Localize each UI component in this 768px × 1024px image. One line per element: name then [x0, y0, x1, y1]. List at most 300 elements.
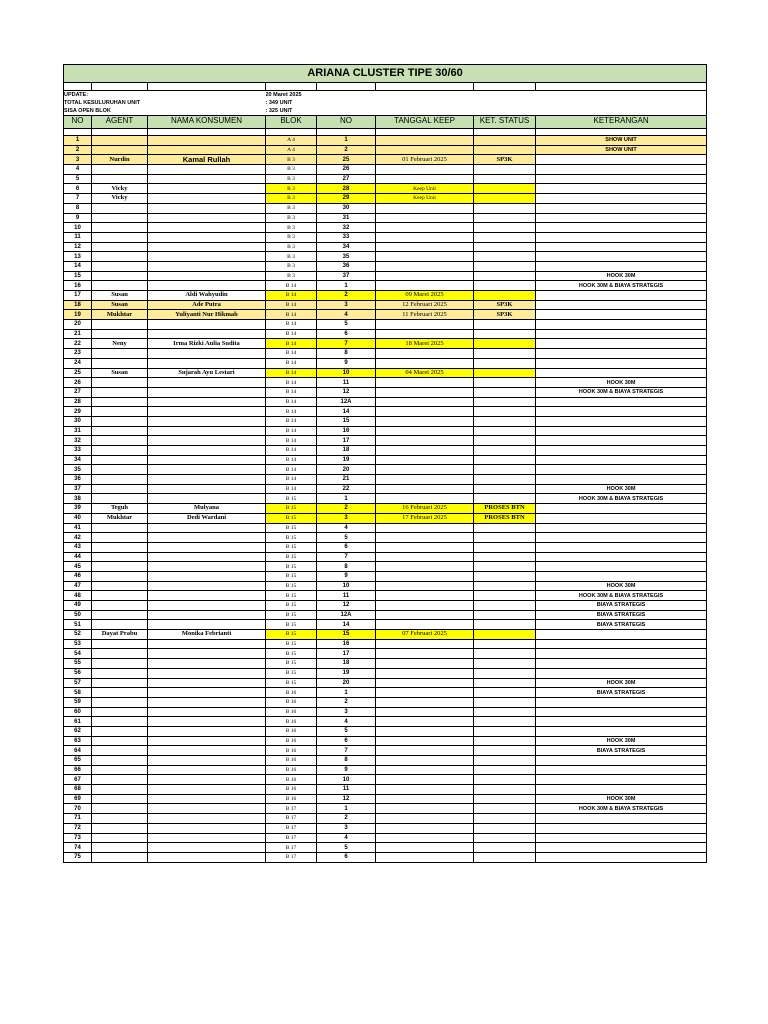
cell-customer: [148, 601, 266, 611]
cell-notes: [536, 571, 707, 581]
cell-no: 51: [64, 620, 92, 630]
cell-notes: [536, 833, 707, 843]
cell-customer: [148, 736, 266, 746]
cell-status: SP3K: [474, 310, 536, 320]
cell-agent: [92, 261, 148, 271]
cell-agent: [92, 668, 148, 678]
cell-block: B 3: [266, 232, 317, 242]
cell-block: B 16: [266, 717, 317, 727]
cell-no: 52: [64, 630, 92, 640]
cell-keep-date: [376, 756, 474, 766]
cell-keep-date: [376, 571, 474, 581]
cell-customer: [148, 678, 266, 688]
cell-notes: BIAYA STRATEGIS: [536, 601, 707, 611]
cell-keep-date: 09 Maret 2025: [376, 291, 474, 301]
cell-status: [474, 291, 536, 301]
cell-agent: Susan: [92, 368, 148, 378]
cell-notes: [536, 552, 707, 562]
header-row: [64, 116, 707, 129]
cell-no: 29: [64, 407, 92, 417]
cell-keep-date: [376, 145, 474, 155]
cell-notes: [536, 523, 707, 533]
cell-agent: [92, 542, 148, 552]
cell-customer: [148, 145, 266, 155]
cell-status: [474, 523, 536, 533]
cell-unit-no: 12: [317, 387, 376, 397]
cell-status: [474, 261, 536, 271]
cell-unit-no: 16: [317, 426, 376, 436]
cell-customer: Aldi Wahyudin: [148, 291, 266, 301]
cell-keep-date: 11 Februari 2025: [376, 310, 474, 320]
cell-unit-no: 14: [317, 407, 376, 417]
cell-block: B 16: [266, 697, 317, 707]
cell-agent: Susan: [92, 300, 148, 310]
cell-keep-date: [376, 610, 474, 620]
table-row: [64, 513, 707, 523]
cell-customer: [148, 852, 266, 862]
table-row: [64, 300, 707, 310]
cell-status: [474, 688, 536, 698]
cell-block: B 16: [266, 775, 317, 785]
cell-no: 30: [64, 416, 92, 426]
cell-notes: [536, 775, 707, 785]
cell-notes: [536, 455, 707, 465]
cell-block: B 14: [266, 329, 317, 339]
cell-agent: [92, 397, 148, 407]
cell-status: [474, 668, 536, 678]
cell-keep-date: 07 Februari 2025: [376, 630, 474, 640]
cell-agent: [92, 852, 148, 862]
spreadsheet: [63, 64, 706, 863]
cell-customer: [148, 591, 266, 601]
cell-unit-no: 1: [317, 136, 376, 146]
cell-block: B 16: [266, 785, 317, 795]
cell-block: B 15: [266, 542, 317, 552]
cell-keep-date: 18 Maret 2025: [376, 339, 474, 349]
cell-customer: [148, 775, 266, 785]
cell-customer: [148, 194, 266, 204]
cell-unit-no: 6: [317, 736, 376, 746]
cell-status: [474, 639, 536, 649]
cell-block: B 3: [266, 242, 317, 252]
cell-status: [474, 281, 536, 291]
cell-customer: [148, 455, 266, 465]
cell-unit-no: 3: [317, 300, 376, 310]
cell-block: B 15: [266, 523, 317, 533]
cell-no: 42: [64, 533, 92, 543]
cell-agent: [92, 484, 148, 494]
table-row: [64, 678, 707, 688]
cell-block: B 15: [266, 571, 317, 581]
cell-status: [474, 475, 536, 485]
cell-notes: [536, 465, 707, 475]
cell-notes: HOOK 30M & BIAYA STRATEGIS: [536, 387, 707, 397]
cell-block: B 17: [266, 843, 317, 853]
cell-agent: [92, 213, 148, 223]
table-row: [64, 455, 707, 465]
cell-customer: [148, 387, 266, 397]
cell-notes: [536, 639, 707, 649]
col-header-keep-date: TANGGAL KEEP: [376, 116, 474, 129]
cell-notes: [536, 300, 707, 310]
cell-unit-no: 9: [317, 358, 376, 368]
table-row: [64, 446, 707, 456]
cell-no: 74: [64, 843, 92, 853]
cell-notes: [536, 242, 707, 252]
cell-agent: [92, 436, 148, 446]
cell-keep-date: [376, 349, 474, 359]
cell-status: [474, 542, 536, 552]
cell-keep-date: [376, 717, 474, 727]
cell-unit-no: 7: [317, 339, 376, 349]
table-row: [64, 155, 707, 165]
cell-status: [474, 736, 536, 746]
cell-keep-date: [376, 387, 474, 397]
cell-customer: [148, 436, 266, 446]
cell-no: 3: [64, 155, 92, 165]
table-row: [64, 523, 707, 533]
cell-keep-date: [376, 261, 474, 271]
cell-unit-no: 2: [317, 697, 376, 707]
cell-status: [474, 833, 536, 843]
cell-status: [474, 649, 536, 659]
cell-unit-no: 5: [317, 320, 376, 330]
cell-block: B 3: [266, 174, 317, 184]
cell-no: 59: [64, 697, 92, 707]
cell-agent: [92, 610, 148, 620]
cell-keep-date: 01 Februari 2025: [376, 155, 474, 165]
cell-no: 20: [64, 320, 92, 330]
cell-agent: [92, 533, 148, 543]
cell-status: [474, 378, 536, 388]
cell-customer: [148, 649, 266, 659]
cell-notes: [536, 320, 707, 330]
cell-keep-date: [376, 407, 474, 417]
table-row: [64, 843, 707, 853]
cell-status: [474, 397, 536, 407]
table-row: [64, 639, 707, 649]
cell-agent: [92, 165, 148, 175]
cell-agent: [92, 416, 148, 426]
cell-unit-no: 34: [317, 242, 376, 252]
cell-unit-no: 32: [317, 223, 376, 233]
cell-agent: [92, 833, 148, 843]
cell-no: 4: [64, 165, 92, 175]
cell-keep-date: [376, 484, 474, 494]
cell-no: 17: [64, 291, 92, 301]
table-row: [64, 736, 707, 746]
cell-customer: [148, 252, 266, 262]
cell-status: [474, 659, 536, 669]
cell-unit-no: 2: [317, 145, 376, 155]
cell-keep-date: [376, 203, 474, 213]
cell-status: SP3K: [474, 155, 536, 165]
cell-agent: [92, 765, 148, 775]
cell-no: 12: [64, 242, 92, 252]
cell-block: B 15: [266, 494, 317, 504]
cell-notes: [536, 785, 707, 795]
cell-block: B 17: [266, 852, 317, 862]
cell-status: [474, 562, 536, 572]
cell-no: 7: [64, 194, 92, 204]
cell-notes: HOOK 30M: [536, 678, 707, 688]
cell-keep-date: [376, 697, 474, 707]
cell-keep-date: [376, 378, 474, 388]
cell-keep-date: [376, 814, 474, 824]
col-header-agent: AGENT: [92, 116, 148, 129]
cell-unit-no: 12: [317, 794, 376, 804]
cell-keep-date: [376, 765, 474, 775]
cell-keep-date: [376, 232, 474, 242]
cell-unit-no: 8: [317, 562, 376, 572]
cell-unit-no: 8: [317, 756, 376, 766]
table-row: [64, 591, 707, 601]
cell-unit-no: 6: [317, 542, 376, 552]
cell-status: [474, 426, 536, 436]
cell-status: [474, 620, 536, 630]
table-row: [64, 552, 707, 562]
cell-keep-date: [376, 668, 474, 678]
cell-agent: [92, 697, 148, 707]
cell-agent: [92, 174, 148, 184]
cell-notes: [536, 407, 707, 417]
cell-agent: [92, 281, 148, 291]
cell-block: B 14: [266, 281, 317, 291]
cell-agent: [92, 320, 148, 330]
cell-no: 65: [64, 756, 92, 766]
cell-notes: [536, 416, 707, 426]
cell-customer: [148, 165, 266, 175]
table-row: [64, 194, 707, 204]
cell-no: 56: [64, 668, 92, 678]
cell-block: B 15: [266, 678, 317, 688]
cell-agent: [92, 678, 148, 688]
cell-agent: [92, 475, 148, 485]
cell-unit-no: 1: [317, 281, 376, 291]
table-row: [64, 145, 707, 155]
cell-status: [474, 678, 536, 688]
table-row: [64, 281, 707, 291]
cell-no: 32: [64, 436, 92, 446]
cell-status: [474, 223, 536, 233]
cell-unit-no: 15: [317, 416, 376, 426]
col-header-customer: NAMA KONSUMEN: [148, 116, 266, 129]
cell-status: [474, 785, 536, 795]
table-row: [64, 688, 707, 698]
cell-customer: [148, 581, 266, 591]
cell-no: 75: [64, 852, 92, 862]
cell-unit-no: 2: [317, 814, 376, 824]
cell-block: A 4: [266, 136, 317, 146]
cell-notes: [536, 513, 707, 523]
cell-notes: SHOW UNIT: [536, 136, 707, 146]
cell-unit-no: 9: [317, 765, 376, 775]
cell-notes: [536, 194, 707, 204]
cell-customer: [148, 475, 266, 485]
cell-block: B 14: [266, 291, 317, 301]
cell-block: B 14: [266, 484, 317, 494]
cell-notes: [536, 232, 707, 242]
cell-agent: [92, 785, 148, 795]
table-row: [64, 852, 707, 862]
cell-keep-date: [376, 552, 474, 562]
cell-agent: [92, 523, 148, 533]
cell-status: [474, 174, 536, 184]
cell-block: B 15: [266, 620, 317, 630]
cell-notes: [536, 184, 707, 194]
cell-agent: Vicky: [92, 184, 148, 194]
cell-no: 36: [64, 475, 92, 485]
cell-notes: [536, 339, 707, 349]
cell-unit-no: 19: [317, 668, 376, 678]
cell-customer: [148, 610, 266, 620]
col-header-block: BLOK: [266, 116, 317, 129]
cell-unit-no: 25: [317, 155, 376, 165]
cell-keep-date: [376, 591, 474, 601]
cell-keep-date: [376, 775, 474, 785]
table-row: [64, 668, 707, 678]
cell-customer: [148, 136, 266, 146]
cell-notes: [536, 252, 707, 262]
cell-no: 44: [64, 552, 92, 562]
cell-customer: [148, 833, 266, 843]
cell-no: 39: [64, 504, 92, 514]
table-row: [64, 213, 707, 223]
cell-notes: [536, 165, 707, 175]
cell-status: [474, 368, 536, 378]
cell-block: B 15: [266, 668, 317, 678]
cell-customer: Mulyana: [148, 504, 266, 514]
table-row: [64, 533, 707, 543]
cell-unit-no: 12A: [317, 610, 376, 620]
cell-keep-date: [376, 785, 474, 795]
cell-notes: [536, 310, 707, 320]
total-unit-value: : 349 UNIT: [266, 99, 707, 107]
cell-unit-no: 18: [317, 659, 376, 669]
unit-table: [63, 64, 707, 863]
cell-status: [474, 136, 536, 146]
cell-block: B 15: [266, 601, 317, 611]
cell-unit-no: 12A: [317, 397, 376, 407]
cell-agent: [92, 145, 148, 155]
cell-agent: [92, 707, 148, 717]
table-row: [64, 358, 707, 368]
cell-unit-no: 36: [317, 261, 376, 271]
cell-no: 22: [64, 339, 92, 349]
cell-notes: [536, 852, 707, 862]
cell-no: 25: [64, 368, 92, 378]
cell-notes: [536, 630, 707, 640]
cell-no: 41: [64, 523, 92, 533]
table-row: [64, 785, 707, 795]
cell-agent: [92, 552, 148, 562]
cell-agent: [92, 358, 148, 368]
cell-block: B 14: [266, 426, 317, 436]
cell-status: [474, 746, 536, 756]
cell-status: [474, 252, 536, 262]
cell-keep-date: [376, 436, 474, 446]
cell-unit-no: 1: [317, 494, 376, 504]
cell-unit-no: 22: [317, 484, 376, 494]
cell-customer: [148, 785, 266, 795]
cell-no: 37: [64, 484, 92, 494]
table-row: [64, 378, 707, 388]
cell-no: 61: [64, 717, 92, 727]
cell-block: B 15: [266, 659, 317, 669]
cell-block: B 17: [266, 804, 317, 814]
cell-no: 14: [64, 261, 92, 271]
cell-agent: [92, 756, 148, 766]
cell-customer: [148, 397, 266, 407]
table-row: [64, 184, 707, 194]
cell-notes: BIAYA STRATEGIS: [536, 620, 707, 630]
cell-block: B 3: [266, 184, 317, 194]
cell-no: 1: [64, 136, 92, 146]
cell-unit-no: 3: [317, 707, 376, 717]
cell-block: B 16: [266, 746, 317, 756]
cell-keep-date: [376, 678, 474, 688]
cell-customer: Sujarah Ayu Lestari: [148, 368, 266, 378]
table-row: [64, 416, 707, 426]
cell-no: 33: [64, 446, 92, 456]
cell-no: 47: [64, 581, 92, 591]
cell-customer: [148, 261, 266, 271]
cell-notes: HOOK 30M & BIAYA STRATEGIS: [536, 804, 707, 814]
cell-agent: [92, 494, 148, 504]
cell-status: [474, 184, 536, 194]
cell-status: [474, 814, 536, 824]
cell-no: 6: [64, 184, 92, 194]
cell-notes: [536, 707, 707, 717]
cell-block: B 3: [266, 252, 317, 262]
cell-no: 13: [64, 252, 92, 262]
cell-keep-date: [376, 688, 474, 698]
cell-unit-no: 20: [317, 678, 376, 688]
cell-keep-date: [376, 601, 474, 611]
cell-notes: [536, 843, 707, 853]
cell-agent: [92, 591, 148, 601]
cell-unit-no: 15: [317, 630, 376, 640]
cell-unit-no: 9: [317, 571, 376, 581]
cell-notes: [536, 649, 707, 659]
cell-customer: [148, 426, 266, 436]
cell-agent: [92, 271, 148, 281]
cell-agent: [92, 223, 148, 233]
table-row: [64, 232, 707, 242]
cell-notes: [536, 155, 707, 165]
cell-no: 23: [64, 349, 92, 359]
table-row: [64, 475, 707, 485]
cell-agent: Mukhtar: [92, 310, 148, 320]
cell-notes: HOOK 30M: [536, 581, 707, 591]
cell-notes: HOOK 30M: [536, 736, 707, 746]
cell-notes: BIAYA STRATEGIS: [536, 746, 707, 756]
cell-keep-date: [376, 475, 474, 485]
cell-unit-no: 4: [317, 717, 376, 727]
cell-status: [474, 407, 536, 417]
cell-agent: Susan: [92, 291, 148, 301]
cell-block: B 17: [266, 823, 317, 833]
cell-no: 15: [64, 271, 92, 281]
cell-unit-no: 6: [317, 329, 376, 339]
cell-status: [474, 601, 536, 611]
cell-status: [474, 571, 536, 581]
cell-agent: [92, 746, 148, 756]
sheet-title: ARIANA CLUSTER TIPE 30/60: [64, 65, 707, 83]
cell-agent: [92, 804, 148, 814]
cell-block: A 4: [266, 145, 317, 155]
table-row: [64, 697, 707, 707]
